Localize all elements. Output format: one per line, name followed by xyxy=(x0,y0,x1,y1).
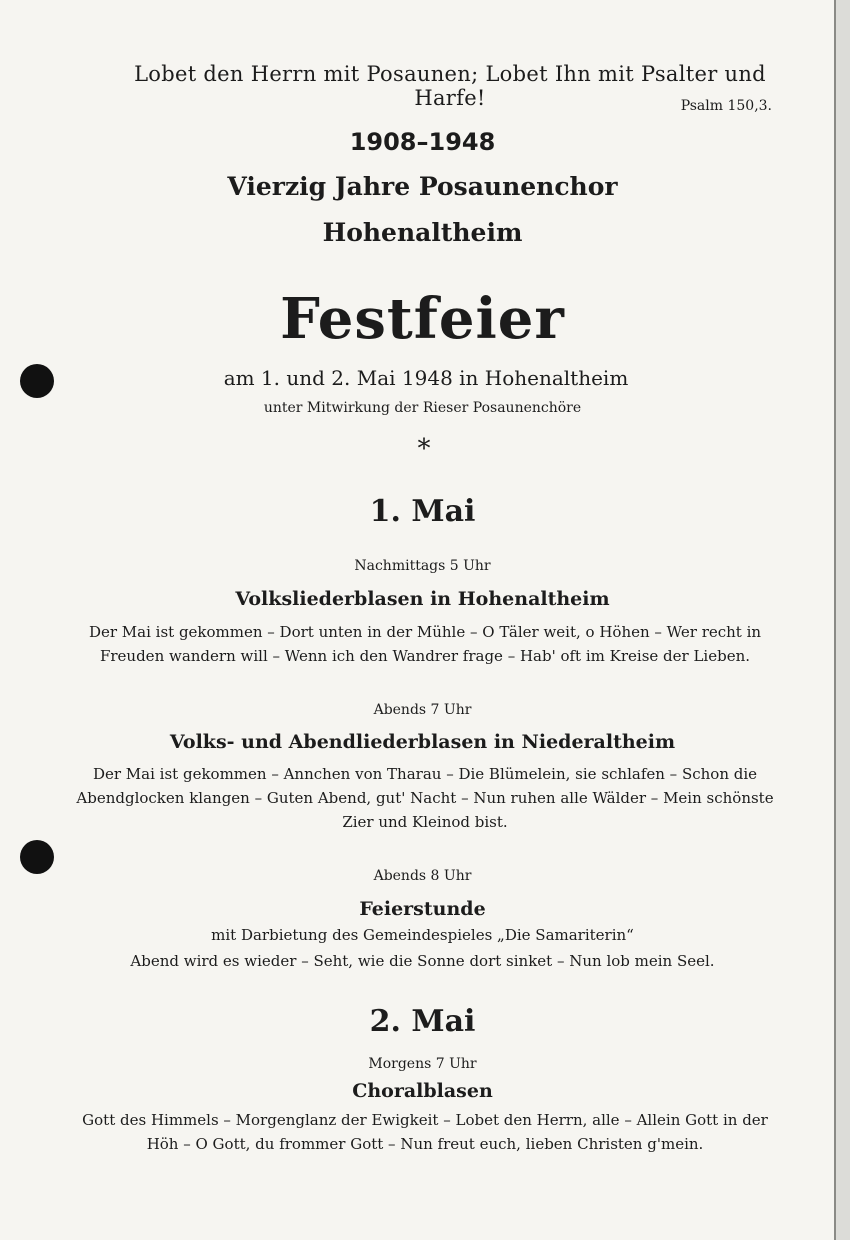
motto-verse: Lobet den Herrn mit Posaunen; Lobet Ihn mit Psalter und Harfe! xyxy=(134,62,766,110)
day-heading-1: 1. Mai xyxy=(369,494,476,529)
event-title: Choralblasen xyxy=(352,1080,493,1102)
event-title: Volks- und Abendliederblasen in Niederaltheim xyxy=(169,731,676,753)
page-title: Festfeier xyxy=(280,286,565,352)
event-time: Abends 8 Uhr xyxy=(373,868,472,884)
event-dates: am 1. und 2. Mai 1948 in Hohenaltheim xyxy=(223,366,629,390)
separator-asterisk: * xyxy=(417,434,431,464)
song-list: Der Mai ist gekommen – Annchen von Tharau – Die Blümelein, sie schlafen – Schon die Abendglocken klangen – Guten Abend, gut' Nacht – Nun ruhen alle Wälder – Mein schönste Zier und Kleinod bist. xyxy=(76,765,774,831)
anniversary-subtitle: Vierzig Jahre Posaunenchor xyxy=(227,172,618,201)
event-title: Feierstunde xyxy=(359,898,486,920)
day-heading-2: 2. Mai xyxy=(369,1004,476,1039)
event-time: Morgens 7 Uhr xyxy=(368,1056,477,1072)
song-list: Der Mai ist gekommen – Dort unten in der Mühle – O Täler weit, o Höhen – Wer recht in Freuden wandern will – Wenn ich den Wandrer frage – Hab' oft im Kreise der Lieben. xyxy=(88,623,762,665)
song-list: Gott des Himmels – Morgenglanz der Ewigkeit – Lobet den Herrn, alle – Allein Gott in der Höh – O Gott, du frommer Gott – Nun freut euch, lieben Christen g'mein. xyxy=(82,1111,768,1153)
participation-note: unter Mitwirkung der Rieser Posaunenchöre xyxy=(263,400,582,416)
psalm-reference: Psalm 150,3. xyxy=(680,98,772,114)
event-subtitle: mit Darbietung des Gemeindespieles „Die Samariterin“ xyxy=(211,926,634,944)
song-list: Abend wird es wieder – Seht, wie die Sonne dort sinket – Nun lob mein Seel. xyxy=(130,952,715,970)
village-name: Hohenaltheim xyxy=(322,218,523,247)
event-time: Abends 7 Uhr xyxy=(373,702,472,718)
anniversary-years: 1908–1948 xyxy=(349,128,496,156)
event-time: Nachmittags 5 Uhr xyxy=(354,558,491,574)
event-title: Volksliederblasen in Hohenaltheim xyxy=(235,588,610,610)
